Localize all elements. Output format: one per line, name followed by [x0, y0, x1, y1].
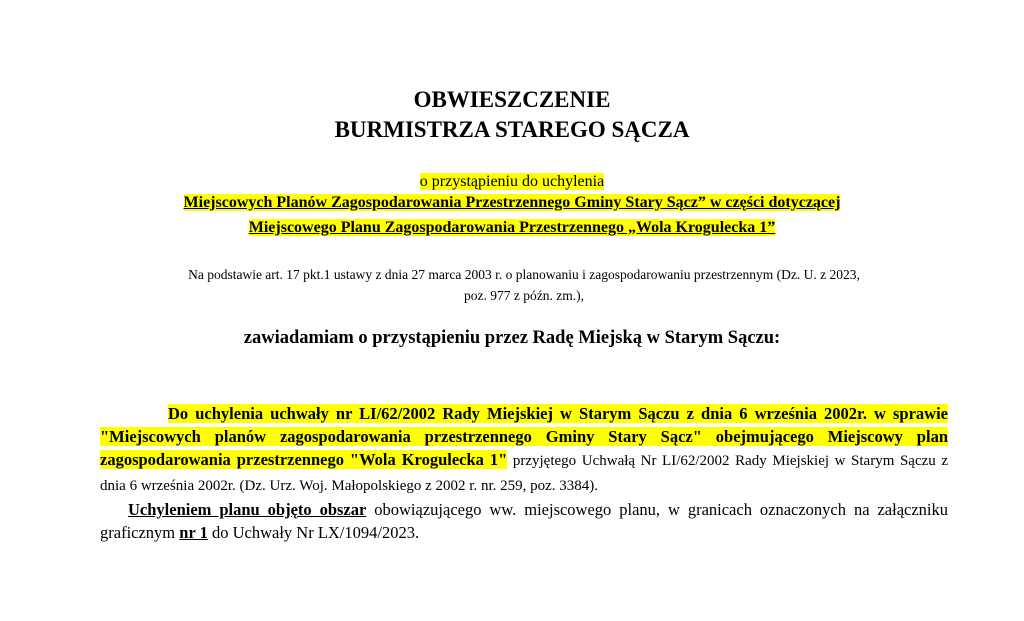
paragraph-1-rest-text: przyjętego Uchwałą Nr LI/62/2002 Rady Miejskiej w Starym Sączu z dnia 6 września 2002r. (Dz. Urz. Woj. Małopolskiego z 2002 r. nr. 259, poz. 3384).: [100, 453, 948, 494]
legal-basis: [100, 264, 948, 306]
subject-line-1-text: o przystąpieniu do uchylenia: [419, 173, 605, 190]
paragraph-2-lead-text: Uchyleniem planu objęto obszar: [128, 500, 367, 519]
subject-line-3: [0, 218, 1024, 238]
legal-basis-line-2: poz. 977 z późn. zm.),: [464, 288, 584, 303]
document-title: OBWIESZCZENIE: [413, 87, 611, 112]
paragraph-2-tail-text: do Uchwały Nr LX/1094/2023.: [207, 523, 420, 542]
body-text: [100, 402, 948, 544]
subject-line-2: [0, 193, 1024, 213]
paragraph-1-highlighted-text: Do uchylenia uchwały nr LI/62/2002 Rady Miejskiej w Starym Sączu z dnia 6 września 2002r. w sprawie "Miejscowych planów zagospodarowania przestrzennego Gminy Stary Sącz" obejmującego Miejscowy plan zagospodarowania przestrzennego "Wola Krogulecka 1": [100, 404, 948, 469]
document-issuer: BURMISTRZA STAREGO SĄCZA: [334, 117, 690, 142]
subject-line-2-text: Miejscowych Planów Zagospodarowania Przestrzennego Gminy Stary Sącz” w części dotyczącej: [183, 194, 841, 211]
paragraph-repeal-resolution: [100, 402, 948, 498]
subject-line-1: [0, 172, 1024, 192]
legal-basis-line-1: Na podstawie art. 17 pkt.1 ustawy z dnia 27 marca 2003 r. o planowaniu i zagospodarowaniu przestrzennym (Dz. U. z 2023,: [188, 267, 860, 282]
subject-line-3-text: Miejscowego Planu Zagospodarowania Przestrzennego „Wola Krogulecka 1”: [248, 219, 776, 236]
paragraph-area-scope: [100, 498, 948, 544]
announcement-heading: zawiadamiam o przystąpieniu przez Radę Miejską w Starym Sączu:: [243, 328, 781, 348]
attachment-number: nr 1: [179, 523, 208, 542]
paragraph-2-middle-text: obowiązującego ww. miejscowego planu, w granicach oznaczonych na załączniku graficznym: [100, 500, 948, 542]
